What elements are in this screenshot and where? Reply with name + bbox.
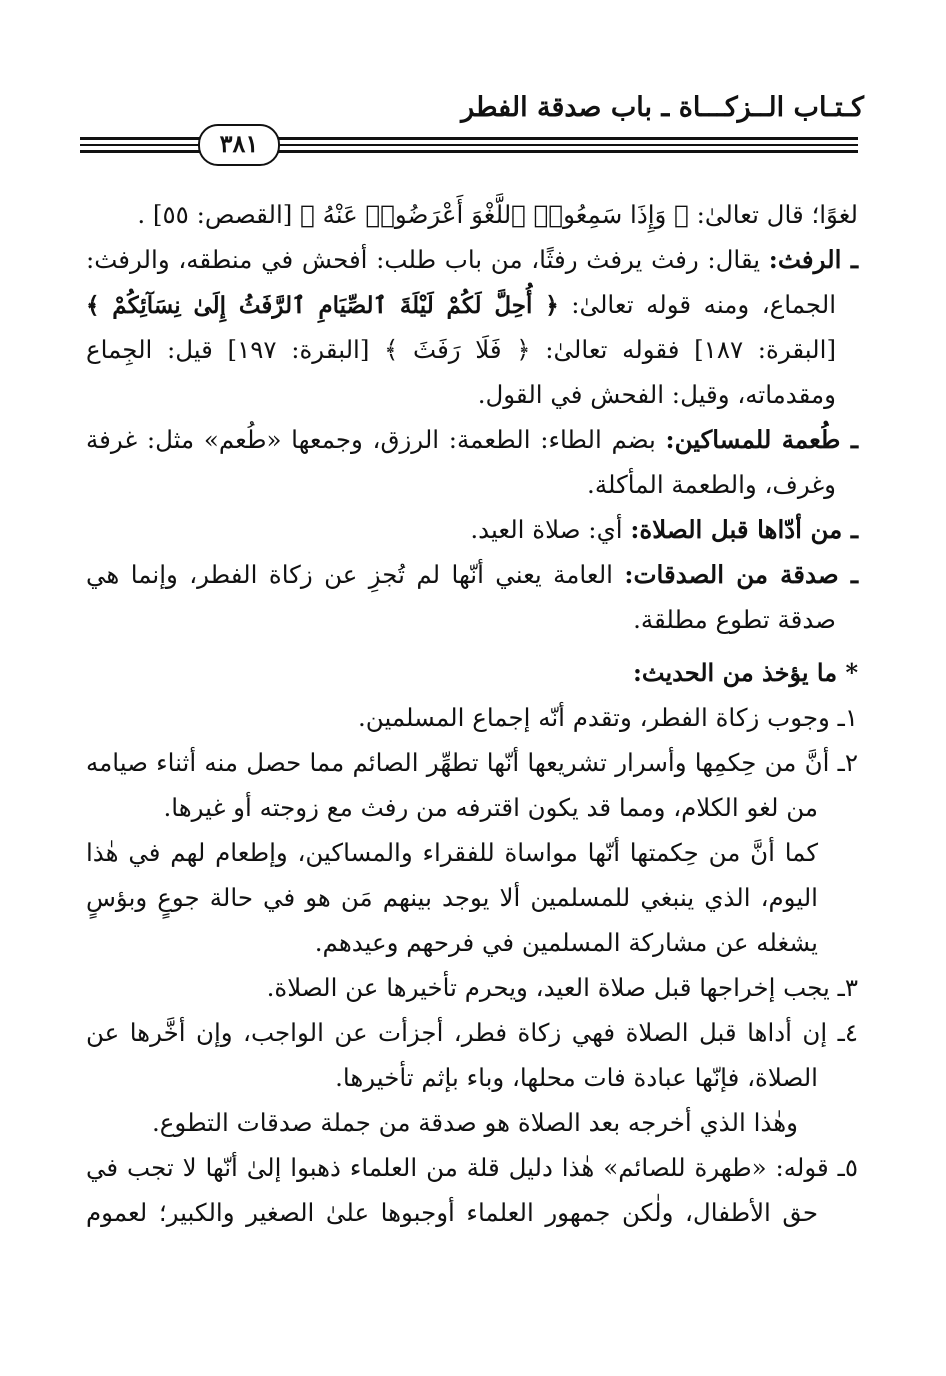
definition: العامة يعني أنّها لم تُجزِ عن زكاة الفطر، وإنما هي bbox=[86, 560, 625, 589]
term: ـ صدقة من الصدقات: bbox=[624, 560, 858, 589]
text-line: صدقة تطوع مطلقة. bbox=[633, 605, 836, 634]
running-title: كـتـاب الــزكـــاة ـ باب صدقة الفطر bbox=[461, 92, 864, 123]
header-rule bbox=[80, 128, 858, 158]
text-line: اليوم، الذي ينبغي للمسلمين ألا يوجد بينهم مَن هو في حالة جوعٍ وبؤسٍ bbox=[86, 883, 818, 912]
text-line: [البقرة: ١٨٧] فقوله تعالىٰ: ﴿ فَلَا رَفَثَ ﴾ [البقرة: ١٩٧] قيل: الجِماع bbox=[86, 335, 836, 364]
text-line bbox=[86, 282, 858, 327]
text-line: وهٰذا الذي أخرجه بعد الصلاة هو صدقة من جملة صدقات التطوع. bbox=[152, 1108, 798, 1137]
text-line: حق الأطفال، ولٰكن جمهور العلماء أوجبوها علىٰ الصغير والكبير؛ لعموم bbox=[86, 1198, 818, 1227]
term: ـ الرفث: bbox=[768, 245, 858, 274]
header-rule-line bbox=[80, 150, 858, 153]
text-line bbox=[86, 552, 858, 597]
text-line: وغرف، والطعمة المأكلة. bbox=[587, 470, 836, 499]
header-rule-line bbox=[80, 144, 858, 146]
text-line: لغوًا؛ قال تعالىٰ: ﴿ وَإِذَا سَمِعُوا۟ ٱللَّغْوَ أَعْرَضُوا۟ عَنْهُ ﴾ [القصص: ٥٥] . bbox=[137, 200, 858, 229]
definition: أي: صلاة العيد. bbox=[470, 515, 631, 544]
text-line: كما أنَّ من حِكمتها أنّها مواساة للفقراء والمساكين، وإطعام لهم في هٰذا bbox=[86, 838, 818, 867]
text-line: من لغو الكلام، ومما قد يكون اقترفه من رفث مع زوجته أو غيرها. bbox=[163, 793, 818, 822]
text-line: ومقدماته، وقيل: الفحش في القول. bbox=[477, 380, 836, 409]
text-line: الصلاة، فإنّها عبادة فات محلها، وباء بإثم تأخيرها. bbox=[335, 1063, 818, 1092]
header-rule-line bbox=[80, 137, 858, 140]
list-item: ٣ـ يجب إخراجها قبل صلاة العيد، ويحرم تأخيرها عن الصلاة. bbox=[266, 973, 858, 1002]
section-title: * ما يؤخذ من الحديث: bbox=[633, 658, 858, 687]
quran-verse: ﴿ أُحِلَّ لَكُمْ لَيْلَةَ ٱلصِّيَامِ ٱلرَّفَثُ إِلَىٰ نِسَآئِكُمْ ﴾ bbox=[86, 292, 559, 319]
term: ـ من أدّاها قبل الصلاة: bbox=[630, 515, 858, 544]
list-item: ٢ـ أنَّ من حِكمِها وأسرار تشريعها أنّها تطهِّر الصائم مما حصل منه أثناء صيامه bbox=[86, 748, 858, 777]
text-line bbox=[86, 417, 858, 462]
definition: الجماع، ومنه قوله تعالىٰ: bbox=[558, 290, 836, 319]
term: ـ طُعمة للمساكين: bbox=[665, 425, 859, 454]
main-text bbox=[86, 192, 858, 1235]
text-line: يشغله عن مشاركة المسلمين في فرحهم وعيدهم. bbox=[314, 928, 818, 957]
definition: بضم الطاء: الطعمة: الرزق، وجمعها «طُعم» مثل: غرفة bbox=[86, 425, 666, 454]
page-number: ٣٨١ bbox=[198, 124, 280, 166]
text-line bbox=[86, 507, 858, 552]
text-line bbox=[86, 237, 858, 282]
list-item: ٥ـ قوله: «طهرة للصائم» هٰذا دليل قلة من العلماء ذهبوا إلىٰ أنّها لا تجب في bbox=[86, 1153, 858, 1182]
definition: يقال: رفث يرفث رفثًا، من باب طلب: أفحش في منطقه، والرفث: bbox=[86, 245, 769, 274]
list-item: ٤ـ إن أداها قبل الصلاة فهي زكاة فطر، أجزأت عن الواجب، وإن أخَّرها عن bbox=[86, 1018, 858, 1047]
list-item: ١ـ وجوب زكاة الفطر، وتقدم أنّه إجماع المسلمين. bbox=[358, 703, 858, 732]
